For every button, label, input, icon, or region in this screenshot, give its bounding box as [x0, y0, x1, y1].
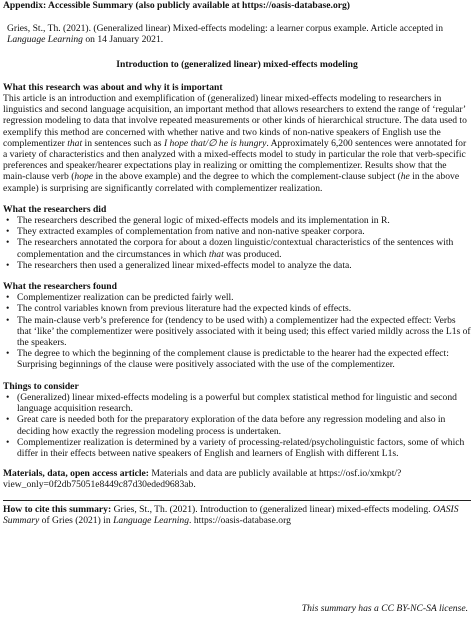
did-b3-text-2: was produced.: [223, 248, 282, 260]
found-list: [3, 292, 471, 370]
how-to-cite-text-2: of Gries (2021) in: [39, 514, 114, 526]
found-heading: What the researchers found: [3, 281, 117, 293]
about-example: I hope that/∅ he is hungry: [163, 137, 267, 149]
appendix-title: Appendix: Accessible Summary (also publicly available at https://oasis-database.org): [3, 0, 350, 11]
list-item: • Great care is needed both for the preparatory exploration of the data before any regression modeling and also in deciding how exactly the regression modeling process is undertaken.: [3, 414, 471, 436]
license-note: This summary has a CC BY-NC-SA license.: [301, 602, 468, 614]
how-to-cite: [3, 504, 471, 526]
list-item: • The main-clause verb’s preference for (tendency to be used with) a complementizer had the expected effect: Verbs that ‘like’ the complementizer were positively associated with it being used; this effect varied mildly across the L1s of the speakers.: [3, 315, 471, 349]
list-item: • Complementizer realization can be predicted fairly well.: [3, 292, 471, 303]
list-item: • The researchers described the general logic of mixed-effects models and its implementation in R.: [3, 215, 471, 226]
citation-text-1: Gries, St., Th. (2021). (Generalized linear) Mixed-effects modeling: a learner corpus example. Article accepted in: [7, 23, 443, 35]
consider-heading: Things to consider: [3, 380, 79, 392]
about-text-1: This article is an introduction and exemplification of (generalized) linear mixed-effects modeling to researchers in linguistics and second language acquisition, an important method that allows researchers to extend the range of ‘regular’ regression modeling to data that involve repeated measurements or other kinds of hierarchical structure. The data used to exemplify this method are concerned with whether native and two kinds of non-native speakers of English use the complementizer: [3, 93, 467, 149]
how-to-cite-journal: Language Learning: [113, 514, 190, 526]
materials-label: Materials, data, open access article:: [3, 468, 149, 480]
list-item: • The researchers then used a generalized linear mixed-effects model to analyze the data.: [3, 260, 471, 271]
did-b3-that: that: [208, 248, 224, 260]
materials-text[interactable]: Materials and data are publicly available at https://osf.io/xmkpt/?view_only=0f2db75051e8449c87d30eded9683ab.: [3, 468, 402, 491]
about-he: he: [400, 171, 410, 183]
about-paragraph: [3, 93, 471, 194]
citation-text-2: on 14 January 2021.: [82, 34, 164, 46]
about-that: that: [67, 137, 83, 149]
consider-list: [3, 392, 471, 459]
list-item: • (Generalized) linear mixed-effects modeling is a powerful but complex statistical method for linguistic and second language acquisition research.: [3, 392, 471, 414]
list-item: • The degree to which the beginning of the complement clause is predictable to the hearer had the expected effect: Surprising beginnings of the clause were positively associated with the use of the complementizer.: [3, 348, 471, 370]
about-text-5: in the above example) is surprising are significantly correlated with complementizer realization.: [3, 171, 460, 194]
citation-journal: Language Learning: [7, 34, 83, 46]
summary-title: Introduction to (generalized linear) mixed-effects modeling: [116, 58, 358, 70]
list-item: • They extracted examples of complementation from native and non-native speaker corpora.: [3, 226, 471, 237]
divider: [3, 500, 471, 501]
about-text-4: in the above example) and the degree to which the complement-clause subject (: [93, 171, 401, 183]
how-to-cite-label: How to cite this summary:: [3, 503, 112, 515]
article-citation: [7, 23, 471, 45]
did-heading: What the researchers did: [3, 203, 107, 215]
about-text-3: . Approximately 6,200 sentences were annotated for a variety of characteristics and then analyzed with a mixed-effects model to study in particular the role that verb-specific preferences and speaker/hearer expectations play in realizing or omitting the complementizer. Results show that the main-clause verb (: [3, 137, 467, 183]
how-to-cite-text-3[interactable]: . https://oasis-database.org: [189, 514, 291, 526]
about-text-2: in sentences such as: [82, 137, 164, 149]
how-to-cite-text-1: Gries, St., Th. (2021). Introduction to (generalized linear) mixed-effects modeling.: [111, 503, 433, 515]
did-b3-text-1: The researchers annotated the corpora for about a dozen linguistic/contextual characteristics of the sentences with complementation and the circumstances in which: [17, 237, 454, 260]
list-item: • Complementizer realization is determined by a variety of processing-related/psycholinguistic factors, some of which differ in their effects between native speakers of English and learners of English with different L1s.: [3, 437, 471, 459]
about-hope: hope: [74, 171, 94, 183]
how-to-cite-series: OASIS Summary: [3, 503, 459, 526]
list-item: • The control variables known from previous literature had the expected kinds of effects.: [3, 303, 471, 314]
materials-paragraph: [3, 468, 471, 490]
did-list: [3, 215, 471, 271]
list-item: [3, 237, 471, 259]
about-heading: What this research was about and why it is important: [3, 81, 223, 93]
